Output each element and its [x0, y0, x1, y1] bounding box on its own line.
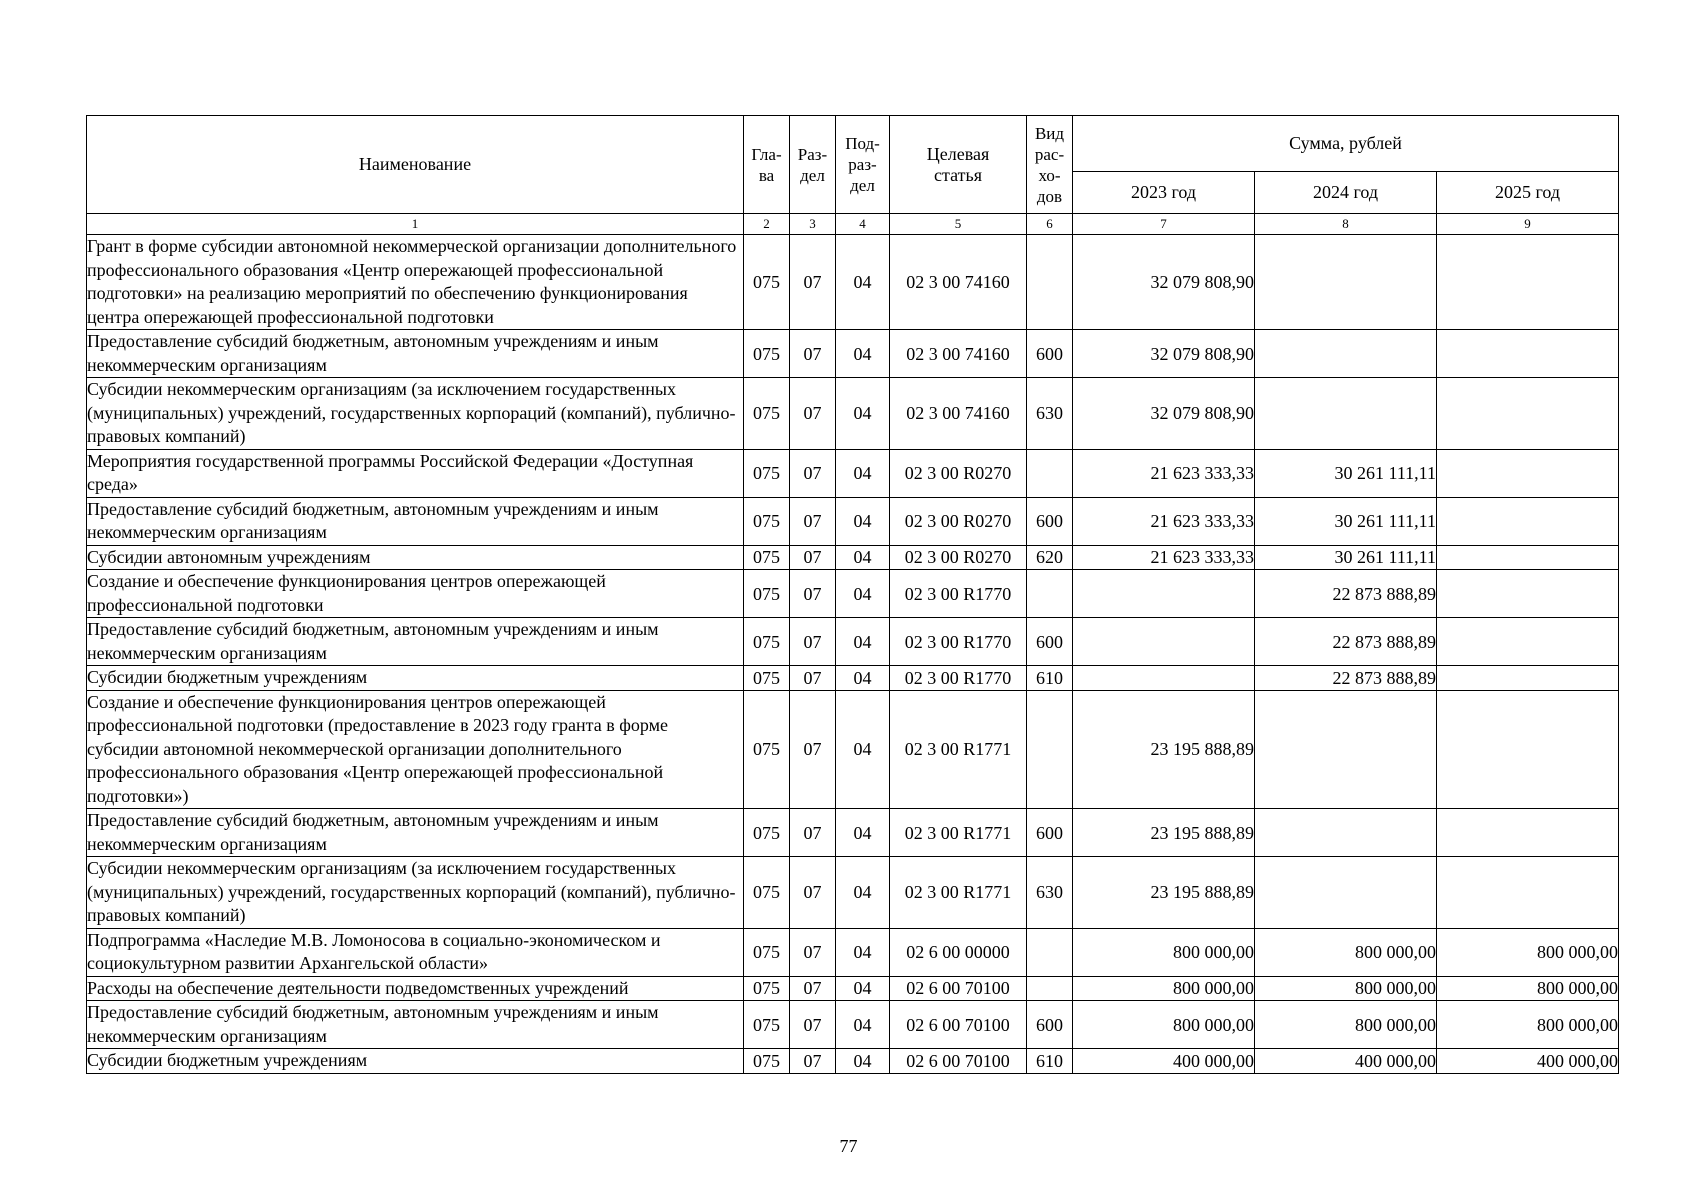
- row-subsection: 04: [836, 928, 890, 976]
- row-sum-2025: [1437, 545, 1619, 570]
- row-expense-type: 630: [1027, 378, 1073, 450]
- row-sum-2023: 400 000,00: [1073, 1049, 1255, 1074]
- header-year-2023: 2023 год: [1073, 172, 1255, 214]
- table-row: [87, 928, 1619, 976]
- row-name: Создание и обеспечение функционирования центров опережающей профессиональной подготовки (предоставление в 2023 году гранта в форме субсидии автономной некоммерческой организации дополнительного профессионального образования «Центр опережающей профессиональной подготовки»): [87, 690, 744, 809]
- row-sum-2024: 400 000,00: [1255, 1049, 1437, 1074]
- row-sum-2025: 800 000,00: [1437, 976, 1619, 1001]
- budget-table: [86, 115, 1619, 1074]
- row-chapter: 075: [744, 378, 790, 450]
- row-chapter: 075: [744, 1001, 790, 1049]
- column-number: 9: [1437, 214, 1619, 235]
- row-name: Субсидии бюджетным учреждениям: [87, 1049, 744, 1074]
- column-number: 3: [790, 214, 836, 235]
- row-sum-2024: 800 000,00: [1255, 1001, 1437, 1049]
- row-name: Субсидии некоммерческим организациям (за исключением государственных (муниципальных) учреждений, государственных корпораций (компаний), публично-правовых компаний): [87, 857, 744, 929]
- row-expense-type: 600: [1027, 809, 1073, 857]
- row-sum-2025: [1437, 235, 1619, 330]
- row-chapter: 075: [744, 690, 790, 809]
- table-row: [87, 1049, 1619, 1074]
- table-row: [87, 618, 1619, 666]
- row-sum-2024: 800 000,00: [1255, 928, 1437, 976]
- header-chapter: Гла- ва: [744, 116, 790, 214]
- row-sum-2024: 22 873 888,89: [1255, 618, 1437, 666]
- row-name: Предоставление субсидий бюджетным, автономным учреждениям и иным некоммерческим организациям: [87, 330, 744, 378]
- row-sum-2024: [1255, 378, 1437, 450]
- row-sum-2023: 32 079 808,90: [1073, 235, 1255, 330]
- row-sum-2023: 21 623 333,33: [1073, 449, 1255, 497]
- row-sum-2023: 800 000,00: [1073, 976, 1255, 1001]
- row-subsection: 04: [836, 449, 890, 497]
- row-subsection: 04: [836, 809, 890, 857]
- row-name: Субсидии некоммерческим организациям (за исключением государственных (муниципальных) учреждений, государственных корпораций (компаний), публично-правовых компаний): [87, 378, 744, 450]
- column-number: 8: [1255, 214, 1437, 235]
- row-subsection: 04: [836, 570, 890, 618]
- header-section: Раз- дел: [790, 116, 836, 214]
- row-sum-2024: [1255, 857, 1437, 929]
- row-sum-2024: [1255, 809, 1437, 857]
- row-sum-2024: [1255, 235, 1437, 330]
- row-target-item: 02 6 00 70100: [890, 1049, 1027, 1074]
- row-subsection: 04: [836, 330, 890, 378]
- row-section: 07: [790, 1049, 836, 1074]
- row-target-item: 02 3 00 R1771: [890, 857, 1027, 929]
- table-row: [87, 666, 1619, 691]
- row-name: Предоставление субсидий бюджетным, автономным учреждениям и иным некоммерческим организациям: [87, 497, 744, 545]
- row-expense-type: 620: [1027, 545, 1073, 570]
- header-target-item: Целевая статья: [890, 116, 1027, 214]
- row-name: Расходы на обеспечение деятельности подведомственных учреждений: [87, 976, 744, 1001]
- row-sum-2023: 800 000,00: [1073, 1001, 1255, 1049]
- row-sum-2025: 400 000,00: [1437, 1049, 1619, 1074]
- row-subsection: 04: [836, 545, 890, 570]
- header-sum: Сумма, рублей: [1073, 116, 1619, 172]
- row-sum-2023: 23 195 888,89: [1073, 690, 1255, 809]
- row-target-item: 02 3 00 R1770: [890, 618, 1027, 666]
- row-sum-2023: 21 623 333,33: [1073, 497, 1255, 545]
- row-section: 07: [790, 449, 836, 497]
- row-name: Мероприятия государственной программы Российской Федерации «Доступная среда»: [87, 449, 744, 497]
- row-sum-2023: [1073, 570, 1255, 618]
- row-sum-2023: 21 623 333,33: [1073, 545, 1255, 570]
- row-sum-2024: 30 261 111,11: [1255, 449, 1437, 497]
- row-sum-2025: [1437, 690, 1619, 809]
- row-chapter: 075: [744, 666, 790, 691]
- column-number: 5: [890, 214, 1027, 235]
- column-number: 4: [836, 214, 890, 235]
- page-number: 77: [839, 1136, 858, 1156]
- row-sum-2025: [1437, 809, 1619, 857]
- row-subsection: 04: [836, 235, 890, 330]
- row-section: 07: [790, 497, 836, 545]
- row-section: 07: [790, 976, 836, 1001]
- row-chapter: 075: [744, 857, 790, 929]
- row-subsection: 04: [836, 666, 890, 691]
- table-body: [87, 235, 1619, 1074]
- row-sum-2025: 800 000,00: [1437, 928, 1619, 976]
- row-target-item: 02 6 00 70100: [890, 976, 1027, 1001]
- row-target-item: 02 3 00 R0270: [890, 497, 1027, 545]
- row-target-item: 02 3 00 R1770: [890, 570, 1027, 618]
- row-chapter: 075: [744, 809, 790, 857]
- row-target-item: 02 3 00 R1771: [890, 809, 1027, 857]
- row-target-item: 02 6 00 00000: [890, 928, 1027, 976]
- row-chapter: 075: [744, 570, 790, 618]
- header-name: Наименование: [87, 116, 744, 214]
- row-section: 07: [790, 666, 836, 691]
- row-chapter: 075: [744, 235, 790, 330]
- column-number: 2: [744, 214, 790, 235]
- row-expense-type: [1027, 690, 1073, 809]
- row-target-item: 02 3 00 R1771: [890, 690, 1027, 809]
- row-target-item: 02 3 00 74160: [890, 378, 1027, 450]
- row-chapter: 075: [744, 1049, 790, 1074]
- row-target-item: 02 3 00 R0270: [890, 449, 1027, 497]
- row-name: Подпрограмма «Наследие М.В. Ломоносова в социально-экономическом и социокультурном развитии Архангельской области»: [87, 928, 744, 976]
- row-sum-2023: 32 079 808,90: [1073, 378, 1255, 450]
- row-section: 07: [790, 857, 836, 929]
- row-chapter: 075: [744, 928, 790, 976]
- row-sum-2023: 32 079 808,90: [1073, 330, 1255, 378]
- row-section: 07: [790, 378, 836, 450]
- row-subsection: 04: [836, 1001, 890, 1049]
- row-section: 07: [790, 570, 836, 618]
- row-name: Субсидии автономным учреждениям: [87, 545, 744, 570]
- row-target-item: 02 3 00 R0270: [890, 545, 1027, 570]
- row-subsection: 04: [836, 618, 890, 666]
- row-target-item: 02 3 00 74160: [890, 330, 1027, 378]
- row-section: 07: [790, 690, 836, 809]
- row-expense-type: 600: [1027, 618, 1073, 666]
- row-subsection: 04: [836, 378, 890, 450]
- row-sum-2023: 800 000,00: [1073, 928, 1255, 976]
- row-expense-type: 600: [1027, 1001, 1073, 1049]
- row-expense-type: [1027, 235, 1073, 330]
- row-target-item: 02 3 00 74160: [890, 235, 1027, 330]
- row-expense-type: [1027, 449, 1073, 497]
- row-section: 07: [790, 928, 836, 976]
- row-expense-type: 610: [1027, 1049, 1073, 1074]
- row-expense-type: 600: [1027, 330, 1073, 378]
- table-row: [87, 378, 1619, 450]
- row-target-item: 02 6 00 70100: [890, 1001, 1027, 1049]
- row-sum-2025: [1437, 857, 1619, 929]
- row-sum-2025: 800 000,00: [1437, 1001, 1619, 1049]
- row-section: 07: [790, 1001, 836, 1049]
- table-row: [87, 449, 1619, 497]
- header-year-2025: 2025 год: [1437, 172, 1619, 214]
- row-section: 07: [790, 235, 836, 330]
- row-sum-2024: [1255, 690, 1437, 809]
- row-chapter: 075: [744, 545, 790, 570]
- header-subsection: Под- раз- дел: [836, 116, 890, 214]
- row-sum-2025: [1437, 497, 1619, 545]
- column-numbers-row: [87, 214, 1619, 235]
- row-subsection: 04: [836, 976, 890, 1001]
- column-number: 7: [1073, 214, 1255, 235]
- row-expense-type: 600: [1027, 497, 1073, 545]
- row-name: Предоставление субсидий бюджетным, автономным учреждениям и иным некоммерческим организациям: [87, 1001, 744, 1049]
- row-sum-2025: [1437, 449, 1619, 497]
- row-sum-2025: [1437, 666, 1619, 691]
- row-section: 07: [790, 545, 836, 570]
- table-row: [87, 330, 1619, 378]
- row-name: Предоставление субсидий бюджетным, автономным учреждениям и иным некоммерческим организациям: [87, 809, 744, 857]
- row-name: Создание и обеспечение функционирования центров опережающей профессиональной подготовки: [87, 570, 744, 618]
- row-sum-2025: [1437, 378, 1619, 450]
- table-row: [87, 690, 1619, 809]
- table-row: [87, 857, 1619, 929]
- row-subsection: 04: [836, 1049, 890, 1074]
- table-row: [87, 497, 1619, 545]
- row-chapter: 075: [744, 330, 790, 378]
- row-target-item: 02 3 00 R1770: [890, 666, 1027, 691]
- row-expense-type: 630: [1027, 857, 1073, 929]
- row-sum-2023: 23 195 888,89: [1073, 809, 1255, 857]
- row-section: 07: [790, 809, 836, 857]
- table-row: [87, 235, 1619, 330]
- row-name: Грант в форме субсидии автономной некоммерческой организации дополнительного профессионального образования «Центр опережающей профессиональной подготовки» на реализацию мероприятий по обеспечению функционирования центра опережающей профессиональной подготовки: [87, 235, 744, 330]
- row-sum-2024: [1255, 330, 1437, 378]
- row-section: 07: [790, 330, 836, 378]
- row-sum-2024: 30 261 111,11: [1255, 545, 1437, 570]
- row-expense-type: [1027, 928, 1073, 976]
- row-sum-2024: 22 873 888,89: [1255, 666, 1437, 691]
- row-sum-2024: 800 000,00: [1255, 976, 1437, 1001]
- row-subsection: 04: [836, 497, 890, 545]
- table-row: [87, 545, 1619, 570]
- row-sum-2025: [1437, 570, 1619, 618]
- row-sum-2023: 23 195 888,89: [1073, 857, 1255, 929]
- row-sum-2024: 22 873 888,89: [1255, 570, 1437, 618]
- table-row: [87, 570, 1619, 618]
- row-expense-type: 610: [1027, 666, 1073, 691]
- row-chapter: 075: [744, 497, 790, 545]
- row-chapter: 075: [744, 618, 790, 666]
- row-subsection: 04: [836, 857, 890, 929]
- row-sum-2023: [1073, 666, 1255, 691]
- row-chapter: 075: [744, 449, 790, 497]
- row-expense-type: [1027, 570, 1073, 618]
- table-row: [87, 976, 1619, 1001]
- row-name: Предоставление субсидий бюджетным, автономным учреждениям и иным некоммерческим организациям: [87, 618, 744, 666]
- row-subsection: 04: [836, 690, 890, 809]
- header-expense-type: Вид рас- хо- дов: [1027, 116, 1073, 214]
- row-sum-2024: 30 261 111,11: [1255, 497, 1437, 545]
- column-number: 1: [87, 214, 744, 235]
- table-row: [87, 809, 1619, 857]
- row-sum-2023: [1073, 618, 1255, 666]
- column-number: 6: [1027, 214, 1073, 235]
- header-year-2024: 2024 год: [1255, 172, 1437, 214]
- row-name: Субсидии бюджетным учреждениям: [87, 666, 744, 691]
- table-header: [87, 116, 1619, 235]
- row-sum-2025: [1437, 330, 1619, 378]
- row-expense-type: [1027, 976, 1073, 1001]
- row-sum-2025: [1437, 618, 1619, 666]
- row-chapter: 075: [744, 976, 790, 1001]
- table-row: [87, 1001, 1619, 1049]
- row-section: 07: [790, 618, 836, 666]
